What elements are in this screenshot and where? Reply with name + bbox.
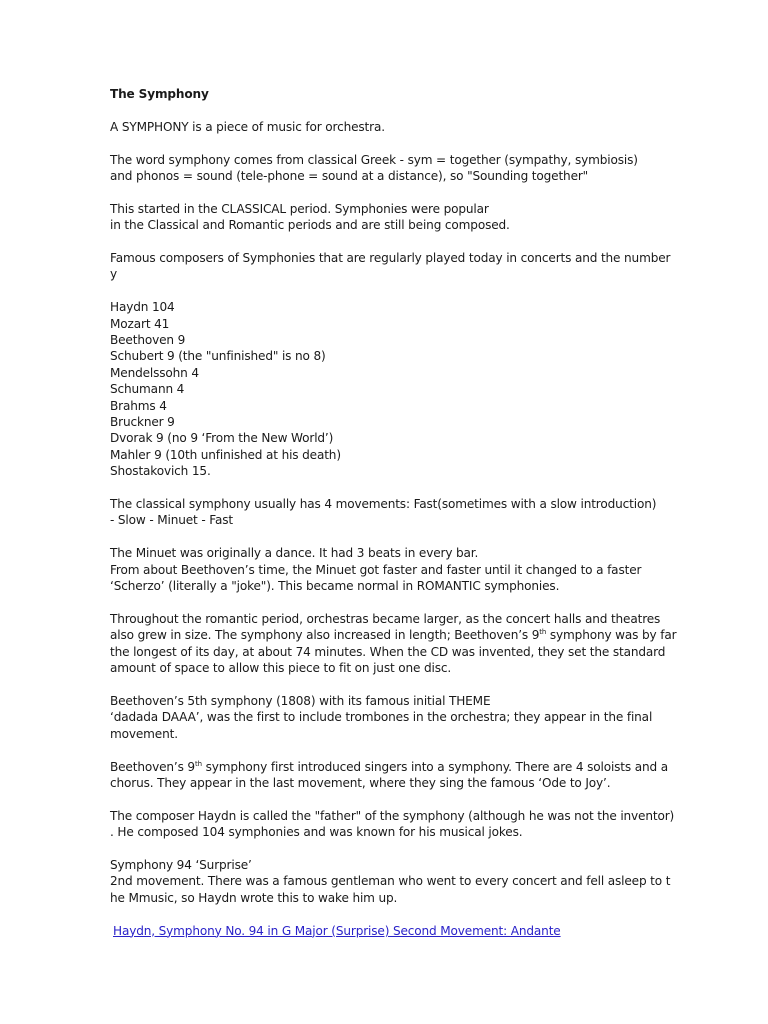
list-item: Dvorak 9 (no 9 ‘From the New World’) bbox=[110, 431, 334, 446]
surprise-paragraph: Symphony 94 ‘Surprise’ 2nd movement. There was a famous gentleman who went to every concert and fell asleep to t he Mmusic, so Haydn wrote this to wake him up. bbox=[110, 857, 671, 905]
fifth-symphony-paragraph: Beethoven’s 5th symphony (1808) with its famous initial THEME ‘dadada DAAA’, was the first to include trombones in the orchestra; they appear in the final movement. bbox=[110, 693, 653, 741]
romantic-paragraph: Throughout the romantic period, orchestras became larger, as the concert halls and theatres also grew in size. The symphony also increased in length; Beethoven’s 9th symphony was by far the longest of its day, at about 74 minutes. When the CD was invented, they set the standard amount of space to allow this piece to fit on just one disc. bbox=[110, 611, 677, 676]
list-item: Brahms 4 bbox=[110, 398, 167, 413]
list-item: Shostakovich 15. bbox=[110, 464, 211, 479]
list-item: Bruckner 9 bbox=[110, 415, 175, 430]
list-item: Mozart 41 bbox=[110, 316, 170, 331]
famous-composers-intro: Famous composers of Symphonies that are regularly played today in concerts and the number y bbox=[110, 251, 671, 282]
etymology-paragraph: The word symphony comes from classical Greek - sym = together (sympathy, symbiosis) and phonos = sound (tele-phone = sound at a distance), so "Sounding together" bbox=[110, 152, 638, 183]
ninth-symphony-paragraph: Beethoven’s 9th symphony first introduced singers into a symphony. There are 4 soloists and a chorus. They appear in the last movement, where they sing the famous ‘Ode to Joy’. bbox=[110, 759, 668, 790]
intro-paragraph: A SYMPHONY is a piece of music for orchestra. bbox=[110, 119, 385, 134]
period-paragraph: This started in the CLASSICAL period. Symphonies were popular in the Classical and Romantic periods and are still being composed. bbox=[110, 201, 510, 233]
haydn-surprise-link[interactable]: Haydn, Symphony No. 94 in G Major (Surprise) Second Movement: Andante bbox=[113, 923, 561, 938]
document-title: The Symphony bbox=[110, 87, 209, 101]
document-page bbox=[110, 86, 677, 939]
minuet-paragraph: The Minuet was originally a dance. It had 3 beats in every bar. From about Beethoven’s time, the Minuet got faster and faster until it changed to a faster ‘Scherzo’ (literally a "joke"). This became normal in ROMANTIC symphonies. bbox=[110, 546, 642, 594]
list-item: Beethoven 9 bbox=[110, 333, 186, 348]
list-item: Mahler 9 (10th unfinished at his death) bbox=[110, 447, 341, 462]
haydn-paragraph: The composer Haydn is called the "father" of the symphony (although he was not the inventor) . He composed 104 symphonies and was known for his musical jokes. bbox=[110, 808, 675, 840]
list-item: Haydn 104 bbox=[110, 300, 175, 315]
movements-paragraph: The classical symphony usually has 4 movements: Fast(sometimes with a slow introduction) - Slow - Minuet - Fast bbox=[110, 497, 657, 528]
list-item: Schumann 4 bbox=[110, 382, 185, 397]
list-item: Mendelssohn 4 bbox=[110, 365, 199, 380]
composer-list bbox=[110, 299, 670, 479]
list-item: Schubert 9 (the "unfinished" is no 8) bbox=[110, 349, 326, 364]
